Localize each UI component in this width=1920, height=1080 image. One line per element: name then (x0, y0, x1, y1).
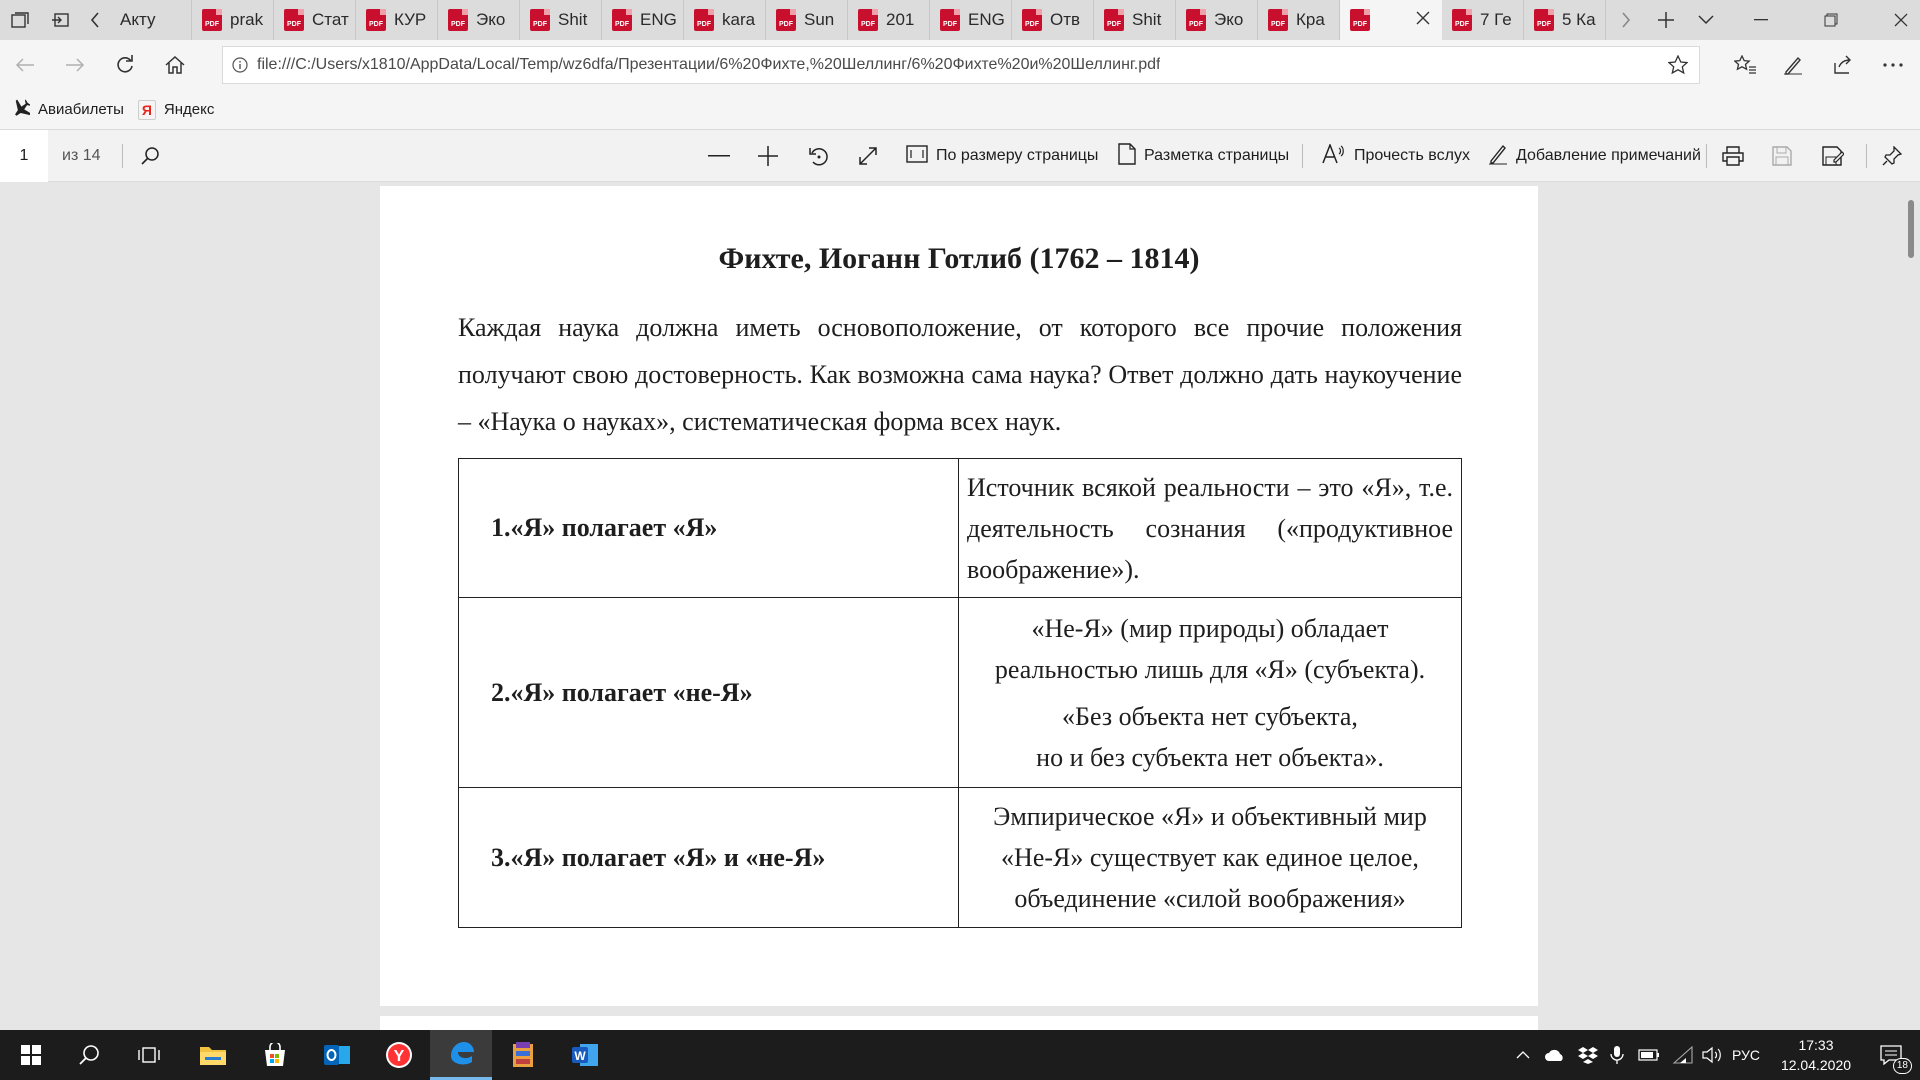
zoom-in-icon[interactable] (758, 130, 778, 182)
read-aloud-icon (1322, 144, 1346, 169)
tab-label[interactable]: ENG (968, 10, 1005, 29)
navigation-bar (0, 40, 1920, 90)
microphone-icon[interactable] (1610, 1030, 1624, 1080)
browser-tab[interactable] (1524, 0, 1606, 40)
table-cell-thesis: 1.«Я» полагает «Я» (459, 459, 959, 598)
forward-icon[interactable] (58, 50, 92, 80)
home-icon[interactable] (158, 50, 192, 80)
fit-page-label[interactable]: По размеру страницы (936, 147, 1099, 164)
info-icon[interactable] (223, 57, 257, 73)
tab-label[interactable]: Shit (558, 10, 588, 29)
divider (1866, 144, 1867, 168)
document-title: Фихте, Иоганн Готлиб (1762 – 1814) (718, 242, 1200, 275)
read-aloud-label[interactable]: Прочесть вслух (1354, 147, 1470, 164)
table-cell-description (959, 598, 1462, 788)
tab-label[interactable]: ENG (640, 10, 677, 29)
pdf-icon: PDF (1534, 9, 1554, 31)
pdf-icon: PDF (1186, 9, 1206, 31)
restore-icon[interactable] (1796, 0, 1866, 40)
tab-label[interactable]: Кра (1296, 10, 1325, 29)
concept-table (458, 458, 1462, 928)
browser-tab-active[interactable] (1340, 0, 1442, 40)
tab-bar (0, 0, 1920, 40)
document-paragraph: Каждая наука должна иметь основоположение, от которого все прочие положения получают свою достоверность. Как возможна сама наука? Ответ должно дать наукоучение – «Наука о науках», систематическая форма всех наук. (458, 313, 1462, 436)
zoom-out-icon[interactable] (708, 130, 730, 182)
close-tab-icon[interactable] (1416, 10, 1430, 30)
tabs-scroll-left-icon[interactable] (80, 0, 110, 40)
browser-tab[interactable] (520, 0, 602, 40)
task-view-icon[interactable] (118, 1030, 180, 1080)
favorite-label[interactable]: Яндекс (163, 101, 215, 118)
browser-tab[interactable] (930, 0, 1012, 40)
browser-tab[interactable] (1258, 0, 1340, 40)
pdf-icon: PDF (612, 9, 632, 31)
tab-label[interactable]: 5 Ка (1562, 10, 1596, 29)
pdf-icon: PDF (1268, 9, 1288, 31)
volume-icon[interactable] (1702, 1030, 1724, 1080)
search-icon[interactable] (58, 1030, 120, 1080)
table-row (459, 598, 1462, 788)
table-cell-thesis: 3.«Я» полагает «Я» и «не-Я» (459, 788, 959, 928)
notification-count-badge: 18 (1893, 1058, 1912, 1074)
divider (122, 144, 123, 168)
set-aside-tabs-icon[interactable] (40, 0, 80, 40)
close-window-icon[interactable] (1866, 0, 1920, 40)
input-language[interactable]: РУС (1732, 1047, 1761, 1063)
new-tab-icon[interactable] (1646, 0, 1686, 40)
archive-app-icon[interactable] (492, 1030, 554, 1080)
svg-text:W: W (574, 1049, 586, 1063)
fit-page-button[interactable] (906, 130, 1098, 182)
page-layout-label[interactable]: Разметка страницы (1144, 147, 1290, 164)
tab-label[interactable]: kara (722, 10, 756, 29)
clock[interactable] (1776, 1035, 1856, 1075)
print-icon[interactable] (1722, 130, 1744, 182)
tab-label[interactable]: Эко (1214, 10, 1244, 29)
pen-icon (1488, 143, 1508, 170)
dropbox-icon[interactable] (1578, 1030, 1598, 1080)
wifi-icon[interactable] (1672, 1030, 1694, 1080)
full-screen-icon[interactable] (858, 130, 878, 182)
page-layout-button[interactable] (1118, 130, 1289, 182)
scrollbar-thumb[interactable] (1908, 200, 1914, 258)
pdf-toolbar (0, 130, 1920, 182)
pin-toolbar-icon[interactable] (1882, 130, 1902, 182)
table-cell-description (959, 459, 1462, 598)
description-text: но и без субъекта нет объекта». (1036, 742, 1384, 772)
browser-tab[interactable] (684, 0, 766, 40)
tab-label[interactable]: Стат (312, 10, 349, 29)
address-bar[interactable] (222, 46, 1700, 84)
rotate-icon[interactable] (808, 130, 830, 182)
windows-start-icon[interactable] (0, 1030, 62, 1080)
tab-label[interactable]: Акту (120, 10, 156, 29)
more-icon[interactable] (1876, 50, 1910, 80)
browser-tab[interactable] (356, 0, 438, 40)
add-notes-label[interactable]: Добавление примечаний (1516, 147, 1701, 164)
description-text: «Без объекта нет субъекта, (1062, 701, 1358, 731)
tab-label[interactable]: 201 (886, 10, 915, 29)
plane-icon (10, 98, 30, 122)
pdf-icon: PDF (1104, 9, 1124, 31)
save-icon[interactable] (1772, 130, 1792, 182)
fit-page-icon (906, 145, 928, 168)
clock-date[interactable]: 12.04.2020 (1780, 1057, 1852, 1073)
tab-list-chevron-down-icon[interactable] (1686, 0, 1726, 40)
page-number-value[interactable]: 1 (19, 147, 29, 164)
address-url[interactable]: file:///C:/Users/x1810/AppData/Local/Temp/wz6dfa/Презентации/6%20Фихте,%20Шеллинг/6%20Фихте%20и%20Шеллинг.pdf (257, 56, 1161, 73)
pdf-icon: PDF (940, 9, 960, 31)
save-as-icon[interactable] (1822, 130, 1844, 182)
pdf-icon: PDF (1350, 9, 1370, 31)
favorites-bar (0, 90, 1920, 130)
read-aloud-button[interactable] (1322, 130, 1470, 182)
divider (1706, 144, 1707, 168)
edge-icon[interactable] (430, 1030, 492, 1080)
favorite-star-icon[interactable] (1657, 55, 1699, 75)
file-explorer-icon[interactable] (182, 1030, 244, 1080)
favorite-label[interactable]: Авиабилеты (38, 101, 124, 118)
favorites-hub-icon[interactable] (1728, 50, 1762, 80)
minimize-icon[interactable] (1726, 0, 1796, 40)
tab-preview-icon[interactable] (0, 0, 40, 40)
browser-tab[interactable] (602, 0, 684, 40)
table-cell-description (959, 788, 1462, 928)
description-text: Эмпирическое «Я» и объективный мир «Не-Я» существует как единое целое, объединение «силой воображения» (993, 802, 1427, 913)
browser-tab[interactable] (1012, 0, 1094, 40)
divider (1302, 144, 1303, 168)
browser-tab[interactable] (1094, 0, 1176, 40)
browser-tab[interactable] (274, 0, 356, 40)
description-text: «Не-Я» (мир природы) обладает реальностью лишь для «Я» (субъекта). (994, 613, 1426, 684)
refresh-icon[interactable] (108, 50, 142, 80)
pdf-icon: PDF (530, 9, 550, 31)
outlook-icon[interactable] (306, 1030, 368, 1080)
description-text: Источник всякой реальности – это «Я», т.е. деятельность сознания («продуктивное воображение»). (967, 472, 1453, 584)
tabs-scroll-right-icon[interactable] (1606, 0, 1646, 40)
favorite-item[interactable] (138, 100, 214, 120)
show-hidden-icons-chevron-icon[interactable] (1516, 1030, 1530, 1080)
pdf-icon: PDF (776, 9, 796, 31)
add-notes-button[interactable] (1488, 130, 1701, 182)
browser-tab[interactable] (1176, 0, 1258, 40)
browser-tab[interactable] (110, 0, 192, 40)
browser-tab[interactable] (192, 0, 274, 40)
browser-tab[interactable] (438, 0, 520, 40)
pdf-icon: PDF (448, 9, 468, 31)
search-icon[interactable] (140, 130, 160, 182)
back-icon[interactable] (8, 50, 42, 80)
tab-label[interactable]: КУР (394, 10, 427, 29)
tab-label[interactable]: Sun (804, 10, 835, 29)
tab-label[interactable]: Отв (1050, 10, 1081, 29)
pdf-icon: PDF (366, 9, 386, 31)
battery-icon[interactable] (1638, 1030, 1660, 1080)
tab-label[interactable]: 7 Ге (1480, 10, 1512, 29)
pdf-icon: PDF (202, 9, 222, 31)
page-total: из 14 (62, 147, 101, 164)
pdf-page (380, 186, 1538, 1006)
word-icon[interactable] (554, 1030, 616, 1080)
tab-label[interactable]: Shit (1132, 10, 1162, 29)
clock-time[interactable]: 17:33 (1798, 1037, 1834, 1053)
svg-text:Y: Y (393, 1048, 405, 1065)
share-icon[interactable] (1826, 50, 1860, 80)
taskbar (0, 1030, 1920, 1080)
table-row (459, 788, 1462, 928)
onedrive-cloud-icon[interactable] (1544, 1030, 1566, 1080)
favorite-item[interactable] (10, 98, 124, 122)
tab-label[interactable]: Эко (476, 10, 506, 29)
browser-tab[interactable] (766, 0, 848, 40)
pen-notes-icon[interactable] (1776, 50, 1810, 80)
yandex-icon: Я (138, 100, 156, 120)
pdf-icon: PDF (694, 9, 714, 31)
yandex-browser-icon[interactable] (368, 1030, 430, 1080)
table-cell-thesis: 2.«Я» полагает «не-Я» (459, 598, 959, 788)
tab-label[interactable]: prak (230, 10, 264, 29)
pdf-icon: PDF (1452, 9, 1472, 31)
page-layout-icon (1118, 143, 1136, 170)
action-center-icon[interactable] (1866, 1030, 1916, 1080)
pdf-icon: PDF (284, 9, 304, 31)
microsoft-store-icon[interactable] (244, 1030, 306, 1080)
browser-tab[interactable] (848, 0, 930, 40)
table-row (459, 459, 1462, 598)
pdf-icon: PDF (1022, 9, 1042, 31)
browser-tab[interactable] (1442, 0, 1524, 40)
page-number-input[interactable] (0, 130, 48, 182)
pdf-icon: PDF (858, 9, 878, 31)
